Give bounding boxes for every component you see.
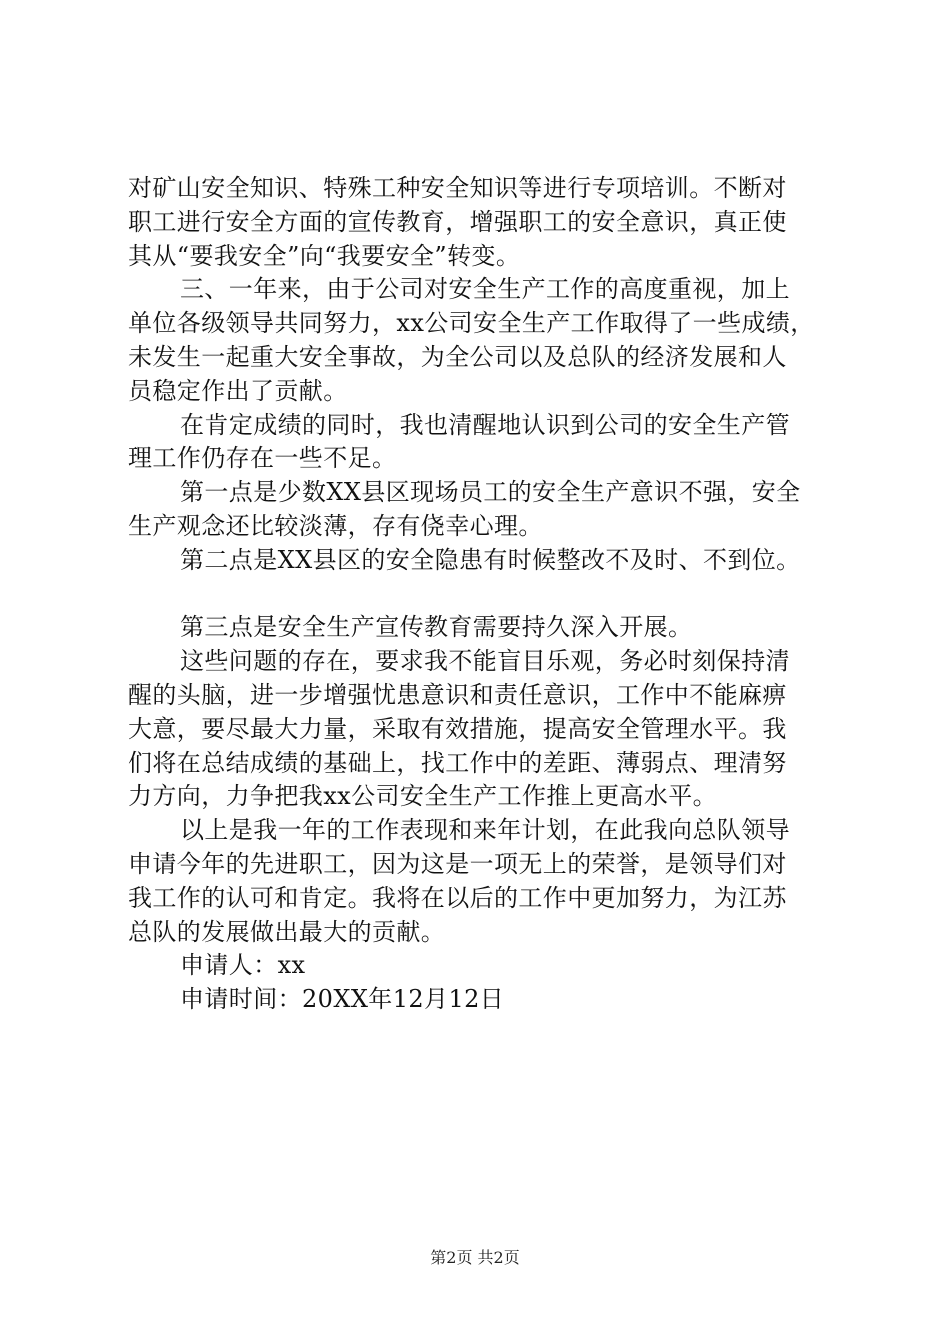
text-line: 总队的发展做出最大的贡献。 [128, 917, 446, 946]
text-line: 职工进行安全方面的宣传教育，增强职工的安全意识，真正使 [128, 207, 787, 236]
document-body [128, 172, 836, 1017]
paragraph-start: 以上是我一年的工作表现和来年计划，在此我向总队领导 [180, 816, 790, 845]
text-line: 其从“要我安全”向“我要安全”转变。 [128, 241, 521, 270]
text-line: 生产观念还比较淡薄，存有侥幸心理。 [128, 511, 543, 540]
page-footer: 第2页 共2页 [430, 1248, 520, 1267]
paragraph-start: 这些问题的存在，要求我不能盲目乐观，务必时刻保持清 [180, 647, 790, 676]
text-line: 大意，要尽最大力量，采取有效措施，提高安全管理水平。我 [128, 714, 787, 743]
text-line: 醒的头脑，进一步增强忧患意识和责任意识，工作中不能麻痹 [128, 680, 787, 709]
text-line: 对矿山安全知识、特殊工种安全知识等进行专项培训。不断对 [128, 174, 787, 202]
paragraph-start: 在肯定成绩的同时，我也清醒地认识到公司的安全生产管 [180, 410, 790, 439]
text-line: 理工作仍存在一些不足。 [128, 444, 397, 473]
text-line: 们将在总结成绩的基础上，找工作中的差距、薄弱点、理清努 [128, 748, 787, 777]
text-line: 力方向，力争把我xx公司安全生产工作推上更高水平。 [128, 782, 718, 811]
paragraph-start: 第一点是少数XX县区现场员工的安全生产意识不强，安全 [180, 478, 801, 507]
paragraph-start: 第二点是XX县区的安全隐患有时候整改不及时、不到位。 [180, 545, 801, 574]
text-line: 未发生一起重大安全事故，为全公司以及总队的经济发展和人 [128, 342, 787, 371]
paragraph-gap [128, 578, 836, 612]
text-line: 我工作的认可和肯定。我将在以后的工作中更加努力，为江苏 [128, 883, 787, 912]
text-line: 员稳定作出了贡献。 [128, 376, 348, 405]
text-line: 单位各级领导共同努力，xx公司安全生产工作取得了一些成绩， [128, 309, 815, 338]
applicant-line: 申请人：xx [180, 951, 306, 980]
paragraph-start: 第三点是安全生产宣传教育需要持久深入开展。 [180, 613, 693, 642]
text-line: 申请今年的先进职工，因为这是一项无上的荣誉，是领导们对 [128, 849, 787, 878]
application-date-line: 申请时间：20XX年12月12日 [180, 985, 505, 1014]
paragraph-start: 三、一年来，由于公司对安全生产工作的高度重视，加上 [180, 275, 790, 304]
